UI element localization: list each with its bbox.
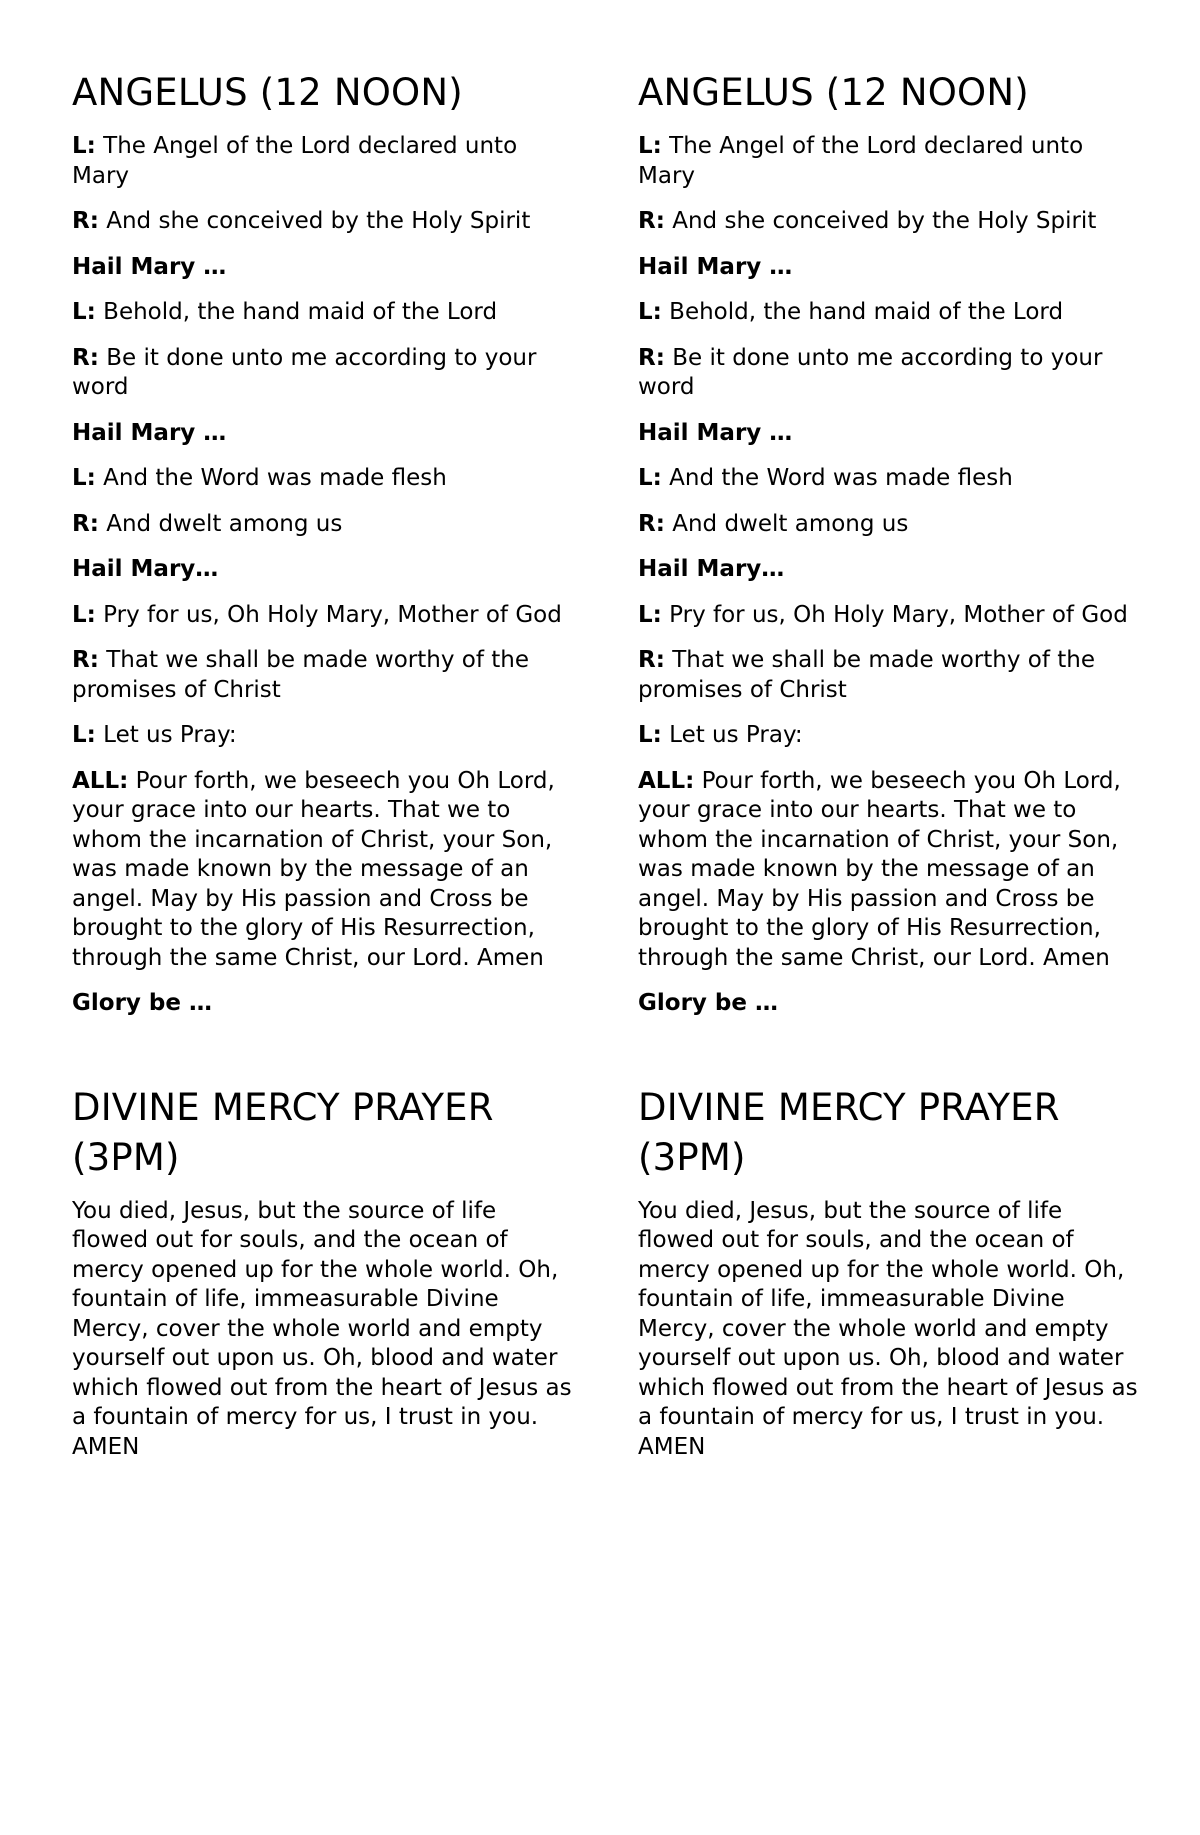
speaker-label: ALL: <box>638 767 695 794</box>
prayer-line <box>638 344 1138 403</box>
prayer-line <box>72 344 572 403</box>
speaker-label: R: <box>638 344 665 371</box>
line-text: Let us Pray: <box>661 722 803 748</box>
line-text: Behold, the hand maid of the Lord <box>661 299 1064 325</box>
prayer-refrain: Hail Mary … <box>72 253 227 280</box>
prayer-refrain: Hail Mary … <box>72 419 227 446</box>
prayer-line <box>638 298 1138 328</box>
line-text: Let us Pray: <box>95 722 237 748</box>
line-text: And dwelt among us <box>664 510 909 537</box>
section-spacer <box>72 1035 572 1083</box>
prayer-line <box>638 510 1138 540</box>
speaker-label: R: <box>638 647 665 673</box>
prayer-refrain: Glory be … <box>638 990 778 1016</box>
line-text: That we shall be made worthy of the promises of Christ <box>72 647 530 703</box>
speaker-label: L: <box>638 465 662 491</box>
prayer-refrain: Hail Mary … <box>638 419 793 446</box>
prayer-line <box>72 646 572 705</box>
divine-mercy-title: DIVINE MERCY PRAYER (3PM) <box>638 1085 1060 1179</box>
speaker-label: R: <box>72 344 99 371</box>
speaker-label: R: <box>72 510 99 537</box>
prayer-line <box>72 510 572 540</box>
line-text: And she conceived by the Holy Spirit <box>664 208 1097 234</box>
prayer-line <box>72 601 572 631</box>
angelus-title: ANGELUS (12 NOON) <box>72 71 463 114</box>
line-text: That we shall be made worthy of the promises of Christ <box>638 647 1096 703</box>
prayer-line <box>72 767 572 974</box>
line-text: And dwelt among us <box>98 510 343 537</box>
prayer-line <box>72 207 572 237</box>
line-text: The Angel of the Lord declared unto Mary <box>638 133 1084 189</box>
prayer-column-right <box>638 68 1138 1462</box>
speaker-label: L: <box>638 133 662 159</box>
prayer-line <box>638 646 1138 705</box>
prayer-line <box>72 721 572 751</box>
prayer-line <box>72 464 572 494</box>
prayer-refrain: Hail Mary… <box>72 556 219 582</box>
section-spacer <box>638 1035 1138 1083</box>
prayer-refrain: Hail Mary… <box>638 556 785 582</box>
speaker-label: L: <box>72 722 96 748</box>
line-text: And the Word was made flesh <box>661 465 1013 491</box>
line-text: The Angel of the Lord declared unto Mary <box>72 133 518 189</box>
prayer-line <box>638 464 1138 494</box>
speaker-label: R: <box>72 647 99 673</box>
speaker-label: L: <box>72 465 96 491</box>
speaker-label: R: <box>72 208 99 234</box>
divine-mercy-body: You died, Jesus, but the source of life flowed out for souls, and the ocean of mercy opened up for the whole world. Oh, fountain of life, immeasurable Divine Mercy, cover the whole world and empty yourself out upon us. Oh, blood and water which flowed out from the heart of Jesus as a fountain of mercy for us, I trust in you. AMEN <box>638 1197 1138 1460</box>
prayer-line <box>638 767 1138 974</box>
prayer-line <box>638 601 1138 631</box>
line-text: Behold, the hand maid of the Lord <box>95 299 498 325</box>
speaker-label: L: <box>638 601 662 628</box>
prayer-line <box>638 207 1138 237</box>
speaker-label: ALL: <box>72 767 129 794</box>
prayer-line <box>72 132 572 191</box>
speaker-label: R: <box>638 510 665 537</box>
prayer-line <box>638 132 1138 191</box>
line-text: And the Word was made flesh <box>95 465 447 491</box>
speaker-label: L: <box>72 133 96 159</box>
angelus-title: ANGELUS (12 NOON) <box>638 71 1029 114</box>
prayer-refrain: Glory be … <box>72 990 212 1016</box>
line-text: Pry for us, Oh Holy Mary, Mother of God <box>95 601 562 628</box>
speaker-label: R: <box>638 208 665 234</box>
line-text: And she conceived by the Holy Spirit <box>98 208 531 234</box>
prayer-line <box>72 298 572 328</box>
speaker-label: L: <box>72 299 96 325</box>
line-text: Pour forth, we beseech you Oh Lord, your grace into our hearts. That we to whom the incarnation of Christ, your Son, was made known by the message of an angel. May by His passion and Cross be brought to the glory of His Resurrection, through the same Christ, our Lord. Amen <box>72 767 555 971</box>
speaker-label: L: <box>72 601 96 628</box>
line-text: Be it done unto me according to your word <box>638 344 1103 400</box>
line-text: Pour forth, we beseech you Oh Lord, your grace into our hearts. That we to whom the incarnation of Christ, your Son, was made known by the message of an angel. May by His passion and Cross be brought to the glory of His Resurrection, through the same Christ, our Lord. Amen <box>638 767 1121 971</box>
speaker-label: L: <box>638 722 662 748</box>
prayer-line <box>638 721 1138 751</box>
divine-mercy-body: You died, Jesus, but the source of life flowed out for souls, and the ocean of mercy opened up for the whole world. Oh, fountain of life, immeasurable Divine Mercy, cover the whole world and empty yourself out upon us. Oh, blood and water which flowed out from the heart of Jesus as a fountain of mercy for us, I trust in you. AMEN <box>72 1197 572 1460</box>
speaker-label: L: <box>638 299 662 325</box>
prayer-refrain: Hail Mary … <box>638 253 793 280</box>
line-text: Pry for us, Oh Holy Mary, Mother of God <box>661 601 1128 628</box>
line-text: Be it done unto me according to your word <box>72 344 537 400</box>
divine-mercy-title: DIVINE MERCY PRAYER (3PM) <box>72 1085 494 1179</box>
prayer-column-left <box>72 68 572 1462</box>
